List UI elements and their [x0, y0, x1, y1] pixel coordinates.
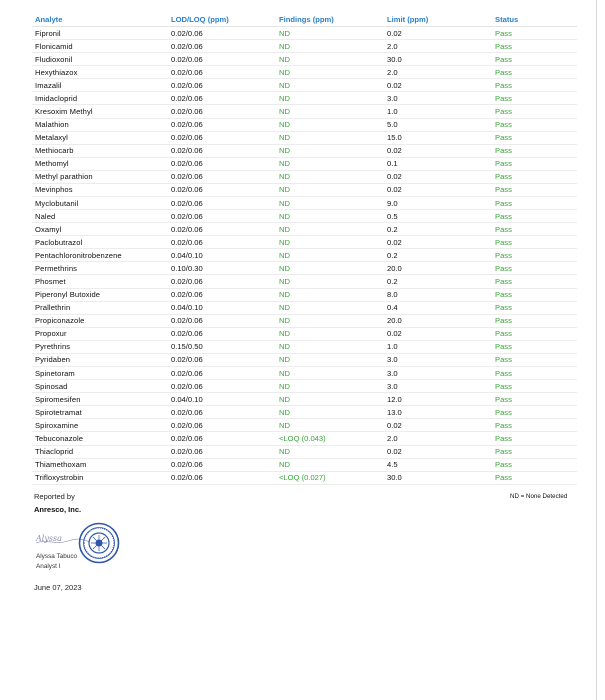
status-cell: Pass [492, 92, 577, 105]
limit-cell: 2.0 [384, 432, 492, 445]
report-date: June 07, 2023 [34, 583, 82, 592]
table-row [32, 288, 577, 301]
status-cell: Pass [492, 445, 577, 458]
analyte-cell: Kresoxim Methyl [32, 105, 168, 118]
table-row [32, 419, 577, 432]
status-cell: Pass [492, 419, 577, 432]
status-cell: Pass [492, 210, 577, 223]
header-analyte: Analyte [32, 12, 168, 27]
limit-cell: 0.2 [384, 223, 492, 236]
findings-cell: ND [276, 327, 384, 340]
limit-cell: 0.02 [384, 170, 492, 183]
findings-cell: ND [276, 144, 384, 157]
findings-cell: <LOQ (0.027) [276, 471, 384, 484]
status-cell: Pass [492, 197, 577, 210]
lod-loq-cell: 0.02/0.06 [168, 380, 276, 393]
lod-loq-cell: 0.02/0.06 [168, 131, 276, 144]
limit-cell: 12.0 [384, 393, 492, 406]
lod-loq-cell: 0.02/0.06 [168, 92, 276, 105]
header-findings: Findings (ppm) [276, 12, 384, 27]
findings-cell: ND [276, 458, 384, 471]
findings-cell: ND [276, 419, 384, 432]
analyte-cell: Piperonyl Butoxide [32, 288, 168, 301]
limit-cell: 0.4 [384, 301, 492, 314]
analyte-cell: Propoxur [32, 327, 168, 340]
analyte-cell: Spirotetramat [32, 406, 168, 419]
status-cell: Pass [492, 275, 577, 288]
lod-loq-cell: 0.02/0.06 [168, 327, 276, 340]
table-row [32, 223, 577, 236]
lod-loq-cell: 0.02/0.06 [168, 367, 276, 380]
table-row [32, 131, 577, 144]
analyte-cell: Permethrins [32, 262, 168, 275]
status-cell: Pass [492, 118, 577, 131]
lod-loq-cell: 0.02/0.06 [168, 236, 276, 249]
limit-cell: 3.0 [384, 367, 492, 380]
analyte-cell: Metalaxyl [32, 131, 168, 144]
header-lod-loq: LOD/LOQ (ppm) [168, 12, 276, 27]
status-cell: Pass [492, 393, 577, 406]
table-row [32, 445, 577, 458]
lod-loq-cell: 0.02/0.06 [168, 210, 276, 223]
limit-cell: 1.0 [384, 105, 492, 118]
table-row [32, 262, 577, 275]
analyte-cell: Oxamyl [32, 223, 168, 236]
status-cell: Pass [492, 183, 577, 196]
lod-loq-cell: 0.02/0.06 [168, 406, 276, 419]
analyte-cell: Spinetoram [32, 367, 168, 380]
status-cell: Pass [492, 353, 577, 366]
status-cell: Pass [492, 432, 577, 445]
table-row [32, 314, 577, 327]
lod-loq-cell: 0.02/0.06 [168, 275, 276, 288]
lod-loq-cell: 0.02/0.06 [168, 170, 276, 183]
lod-loq-cell: 0.04/0.10 [168, 393, 276, 406]
status-cell: Pass [492, 40, 577, 53]
table-row [32, 157, 577, 170]
analyte-cell: Thiacloprid [32, 445, 168, 458]
findings-cell: ND [276, 380, 384, 393]
table-row [32, 27, 577, 40]
lod-loq-cell: 0.02/0.06 [168, 445, 276, 458]
analyte-cell: Paclobutrazol [32, 236, 168, 249]
lod-loq-cell: 0.02/0.06 [168, 223, 276, 236]
analyte-cell: Spinosad [32, 380, 168, 393]
table-row [32, 118, 577, 131]
lod-loq-cell: 0.10/0.30 [168, 262, 276, 275]
limit-cell: 15.0 [384, 131, 492, 144]
table-row [32, 79, 577, 92]
limit-cell: 0.2 [384, 249, 492, 262]
analyte-cell: Methiocarb [32, 144, 168, 157]
status-cell: Pass [492, 53, 577, 66]
reported-by-label: Reported by [34, 492, 75, 501]
findings-cell: ND [276, 262, 384, 275]
analyte-cell: Mevinphos [32, 183, 168, 196]
lod-loq-cell: 0.02/0.06 [168, 53, 276, 66]
analyte-cell: Imidacloprid [32, 92, 168, 105]
table-row [32, 249, 577, 262]
table-row [32, 432, 577, 445]
findings-cell: ND [276, 353, 384, 366]
results-table [32, 12, 577, 485]
status-cell: Pass [492, 27, 577, 40]
company-seal-icon [78, 522, 120, 564]
table-row [32, 92, 577, 105]
analyst-name: Alyssa Tabuco [36, 553, 78, 560]
table-row [32, 170, 577, 183]
status-cell: Pass [492, 157, 577, 170]
limit-cell: 4.5 [384, 458, 492, 471]
limit-cell: 3.0 [384, 380, 492, 393]
findings-cell: ND [276, 105, 384, 118]
analyte-cell: Myclobutanil [32, 197, 168, 210]
findings-cell: ND [276, 445, 384, 458]
table-row [32, 40, 577, 53]
table-header-row [32, 12, 577, 27]
analyte-cell: Pyrethrins [32, 340, 168, 353]
analyte-cell: Tebuconazole [32, 432, 168, 445]
status-cell: Pass [492, 340, 577, 353]
lod-loq-cell: 0.04/0.10 [168, 249, 276, 262]
table-row [32, 197, 577, 210]
analyte-cell: Thiamethoxam [32, 458, 168, 471]
lod-loq-cell: 0.02/0.06 [168, 471, 276, 484]
limit-cell: 0.02 [384, 236, 492, 249]
lod-loq-cell: 0.02/0.06 [168, 157, 276, 170]
lod-loq-cell: 0.02/0.06 [168, 183, 276, 196]
analyte-cell: Flonicamid [32, 40, 168, 53]
analyte-cell: Pyridaben [32, 353, 168, 366]
limit-cell: 20.0 [384, 262, 492, 275]
table-row [32, 105, 577, 118]
status-cell: Pass [492, 249, 577, 262]
limit-cell: 0.02 [384, 419, 492, 432]
lod-loq-cell: 0.02/0.06 [168, 66, 276, 79]
lod-loq-cell: 0.02/0.06 [168, 288, 276, 301]
svg-text:Alyssa: Alyssa [36, 534, 62, 543]
header-limit: Limit (ppm) [384, 12, 492, 27]
analyte-cell: Pentachloronitrobenzene [32, 249, 168, 262]
table-row [32, 236, 577, 249]
results-body [32, 27, 577, 485]
lod-loq-cell: 0.02/0.06 [168, 144, 276, 157]
lod-loq-cell: 0.04/0.10 [168, 301, 276, 314]
findings-cell: ND [276, 118, 384, 131]
findings-cell: ND [276, 340, 384, 353]
status-cell: Pass [492, 131, 577, 144]
limit-cell: 0.5 [384, 210, 492, 223]
lod-loq-cell: 0.02/0.06 [168, 105, 276, 118]
status-cell: Pass [492, 288, 577, 301]
lod-loq-cell: 0.15/0.50 [168, 340, 276, 353]
table-row [32, 53, 577, 66]
limit-cell: 30.0 [384, 53, 492, 66]
findings-cell: ND [276, 53, 384, 66]
analyst-title: Analyst I [36, 563, 61, 570]
analyte-cell: Malathion [32, 118, 168, 131]
status-cell: Pass [492, 105, 577, 118]
limit-cell: 1.0 [384, 340, 492, 353]
limit-cell: 9.0 [384, 197, 492, 210]
table-row [32, 393, 577, 406]
table-row [32, 210, 577, 223]
status-cell: Pass [492, 144, 577, 157]
limit-cell: 5.0 [384, 118, 492, 131]
table-row [32, 471, 577, 484]
table-row [32, 327, 577, 340]
lod-loq-cell: 0.02/0.06 [168, 458, 276, 471]
lod-loq-cell: 0.02/0.06 [168, 197, 276, 210]
lod-loq-cell: 0.02/0.06 [168, 118, 276, 131]
status-cell: Pass [492, 367, 577, 380]
findings-cell: ND [276, 301, 384, 314]
lod-loq-cell: 0.02/0.06 [168, 27, 276, 40]
findings-cell: ND [276, 92, 384, 105]
analyte-cell: Fipronil [32, 27, 168, 40]
findings-cell: ND [276, 183, 384, 196]
status-cell: Pass [492, 170, 577, 183]
limit-cell: 3.0 [384, 92, 492, 105]
findings-cell: ND [276, 40, 384, 53]
findings-cell: ND [276, 288, 384, 301]
findings-cell: ND [276, 27, 384, 40]
analyte-cell: Spiroxamine [32, 419, 168, 432]
lod-loq-cell: 0.02/0.06 [168, 419, 276, 432]
status-cell: Pass [492, 314, 577, 327]
limit-cell: 3.0 [384, 353, 492, 366]
analyte-cell: Trifloxystrobin [32, 471, 168, 484]
status-cell: Pass [492, 406, 577, 419]
table-row [32, 144, 577, 157]
lod-loq-cell: 0.02/0.06 [168, 79, 276, 92]
analyte-cell: Methyl parathion [32, 170, 168, 183]
analyte-cell: Hexythiazox [32, 66, 168, 79]
limit-cell: 0.02 [384, 79, 492, 92]
status-cell: Pass [492, 79, 577, 92]
lod-loq-cell: 0.02/0.06 [168, 40, 276, 53]
status-cell: Pass [492, 262, 577, 275]
findings-cell: ND [276, 197, 384, 210]
limit-cell: 0.02 [384, 183, 492, 196]
findings-cell: ND [276, 367, 384, 380]
findings-cell: ND [276, 275, 384, 288]
status-cell: Pass [492, 236, 577, 249]
status-cell: Pass [492, 471, 577, 484]
table-row [32, 367, 577, 380]
lod-loq-cell: 0.02/0.06 [168, 432, 276, 445]
table-row [32, 301, 577, 314]
limit-cell: 0.1 [384, 157, 492, 170]
status-cell: Pass [492, 380, 577, 393]
status-cell: Pass [492, 458, 577, 471]
analyte-cell: Propiconazole [32, 314, 168, 327]
limit-cell: 20.0 [384, 314, 492, 327]
limit-cell: 30.0 [384, 471, 492, 484]
limit-cell: 0.02 [384, 27, 492, 40]
limit-cell: 2.0 [384, 40, 492, 53]
findings-cell: ND [276, 406, 384, 419]
findings-cell: ND [276, 223, 384, 236]
analyte-cell: Phosmet [32, 275, 168, 288]
findings-cell: ND [276, 236, 384, 249]
findings-cell: ND [276, 393, 384, 406]
findings-cell: ND [276, 314, 384, 327]
header-status: Status [492, 12, 577, 27]
findings-cell: ND [276, 249, 384, 262]
limit-cell: 0.02 [384, 445, 492, 458]
findings-cell: ND [276, 157, 384, 170]
analyte-cell: Spiromesifen [32, 393, 168, 406]
table-row [32, 353, 577, 366]
status-cell: Pass [492, 327, 577, 340]
table-row [32, 380, 577, 393]
analyte-cell: Prallethrin [32, 301, 168, 314]
limit-cell: 0.02 [384, 327, 492, 340]
findings-cell: ND [276, 66, 384, 79]
legend-note: ND = None Detected [510, 493, 568, 500]
table-row [32, 340, 577, 353]
findings-cell: <LOQ (0.043) [276, 432, 384, 445]
lod-loq-cell: 0.02/0.06 [168, 353, 276, 366]
status-cell: Pass [492, 301, 577, 314]
limit-cell: 2.0 [384, 66, 492, 79]
analyte-cell: Imazalil [32, 79, 168, 92]
limit-cell: 8.0 [384, 288, 492, 301]
lod-loq-cell: 0.02/0.06 [168, 314, 276, 327]
findings-cell: ND [276, 210, 384, 223]
findings-cell: ND [276, 131, 384, 144]
table-row [32, 275, 577, 288]
analyte-cell: Fludioxonil [32, 53, 168, 66]
company-name: Anresco, Inc. [34, 505, 82, 514]
findings-cell: ND [276, 79, 384, 92]
table-row [32, 406, 577, 419]
analyte-cell: Naled [32, 210, 168, 223]
findings-cell: ND [276, 170, 384, 183]
limit-cell: 0.2 [384, 275, 492, 288]
table-row [32, 66, 577, 79]
limit-cell: 0.02 [384, 144, 492, 157]
table-row [32, 183, 577, 196]
table-row [32, 458, 577, 471]
status-cell: Pass [492, 223, 577, 236]
analyte-cell: Methomyl [32, 157, 168, 170]
status-cell: Pass [492, 66, 577, 79]
limit-cell: 13.0 [384, 406, 492, 419]
